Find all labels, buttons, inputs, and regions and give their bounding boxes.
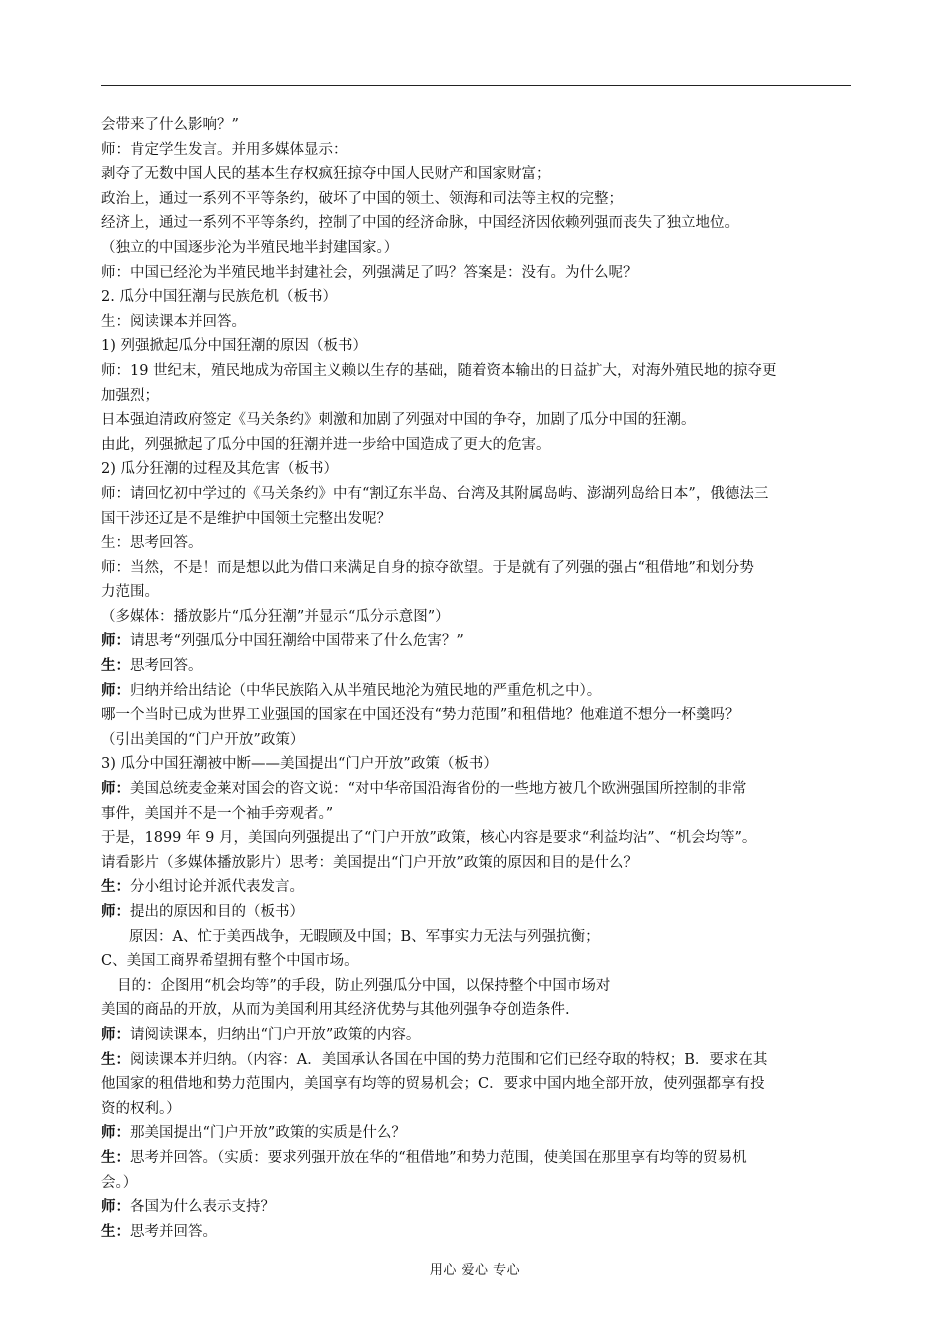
text-line (101, 851, 861, 876)
line-text: 思考并回答。（实质：要求列强开放在华的“租借地”和势力范围，使美国在那里享有均等的贸易机 (130, 1149, 747, 1166)
line-text: 2. 瓜分中国狂潮与民族危机（板书） (101, 289, 337, 306)
line-text: （多媒体：播放影片“瓜分狂潮”并显示“瓜分示意图”） (101, 608, 450, 625)
text-line (101, 507, 861, 532)
text-line (101, 359, 861, 384)
text-line (101, 1121, 861, 1146)
line-text: C、美国工商界希望拥有整个中国市场。 (101, 953, 359, 970)
text-line (101, 580, 861, 605)
text-line (101, 1072, 861, 1097)
text-line (101, 949, 861, 974)
text-line (101, 752, 861, 777)
line-text: 师：19 世纪末，殖民地成为帝国主义赖以生存的基础，随着资本输出的日益扩大，对海外殖民地的掠夺更 (101, 362, 777, 379)
line-text: （独立的中国逐步沦为半殖民地半封建国家。） (101, 239, 399, 256)
line-text: 师：当然，不是！而是想以此为借口来满足自身的掠夺欲望。于是就有了列强的强占“租借地”和划分势 (101, 559, 754, 576)
text-line (101, 703, 861, 728)
line-text: 力范围。 (101, 584, 159, 601)
text-line (101, 187, 861, 212)
line-text: 经济上，通过一系列不平等条约，控制了中国的经济命脉，中国经济因依赖列强而丧失了独立地位。 (101, 215, 739, 232)
line-text: 请阅读课本，归纳出“门户开放”政策的内容。 (130, 1026, 421, 1043)
line-text: 会。） (101, 1174, 138, 1191)
speaker-label: 师： (101, 903, 130, 920)
text-line (101, 802, 861, 827)
line-text: 分小组讨论并派代表发言。 (130, 879, 304, 896)
text-line (101, 1097, 861, 1122)
text-line (101, 236, 861, 261)
text-line (101, 728, 861, 753)
text-line (101, 1220, 861, 1245)
text-line (101, 408, 861, 433)
line-text: 由此，列强掀起了瓜分中国的狂潮并进一步给中国造成了更大的危害。 (101, 436, 551, 453)
line-text: 生：阅读课本并回答。 (101, 313, 246, 330)
text-line (101, 1171, 861, 1196)
speaker-label: 生： (101, 657, 130, 675)
speaker-label: 师： (101, 780, 130, 798)
line-text: 师：肯定学生发言。并用多媒体显示： (101, 141, 348, 158)
text-line (101, 310, 861, 335)
line-text: 日本强迫清政府签定《马关条约》刺激和加剧了列强对中国的争夺，加剧了瓜分中国的狂潮。 (101, 412, 696, 429)
line-text: 3) 瓜分中国狂潮被中断——美国提出“门户开放”政策（板书） (101, 756, 498, 773)
line-text: 政治上，通过一系列不平等条约，破坏了中国的领土、领海和司法等主权的完整； (101, 190, 623, 207)
text-line (101, 1195, 861, 1220)
line-text: 2) 瓜分狂潮的过程及其危害（板书） (101, 461, 338, 478)
line-text: 请看影片（多媒体播放影片）思考：美国提出“门户开放”政策的原因和目的是什么？ (101, 854, 638, 871)
line-text: 1) 列强掀起瓜分中国狂潮的原因（板书） (101, 338, 367, 355)
text-line (101, 1023, 861, 1048)
line-text: 师：请回忆初中学过的《马关条约》中有“割辽东半岛、台湾及其附属岛屿、澎湖列岛给日本”，俄德法三 (101, 485, 769, 502)
line-text: 会带来了什么影响？” (101, 117, 239, 133)
text-line (101, 679, 861, 704)
line-text: 请思考“列强瓜分中国狂潮给中国带来了什么危害？” (130, 633, 464, 650)
text-line (101, 654, 861, 679)
text-line (101, 777, 861, 802)
line-text: 哪一个当时已成为世界工业强国的国家在中国还没有“势力范围”和租借地？他难道不想分一杯羹吗？ (101, 707, 740, 724)
speaker-label: 生： (101, 1222, 130, 1240)
page-footer: 用心 爱心 专心 (429, 1263, 521, 1278)
line-text: 于是，1899 年 9 月，美国向列强提出了“门户开放”政策，核心内容是要求“利益均沾”、“机会均等”。 (101, 830, 757, 847)
line-text: 生：思考回答。 (101, 535, 203, 552)
line-text: 美国总统麦金莱对国会的咨文说：“对中华帝国沿海省份的一些地方被几个欧洲强国所控制的非常 (130, 781, 747, 798)
line-text: 事件，美国并不是一个袖手旁观者。” (101, 805, 334, 822)
text-line (101, 433, 861, 458)
text-line (101, 113, 861, 138)
text-line (101, 138, 861, 163)
document-body (101, 113, 861, 1244)
text-line (101, 531, 861, 556)
line-text: 那美国提出“门户开放”政策的实质是什么？ (130, 1125, 406, 1142)
line-text: 归纳并给出结论（中华民族陷入从半殖民地沦为殖民地的严重危机之中）。 (130, 682, 602, 699)
line-text: 思考回答。 (130, 658, 203, 675)
text-line (101, 261, 861, 286)
speaker-label: 师： (101, 1198, 130, 1216)
speaker-label: 师： (101, 681, 130, 699)
text-line (101, 605, 861, 630)
text-line (101, 826, 861, 851)
text-line (101, 1048, 861, 1073)
line-text: 师：中国已经沦为半殖民地半封建社会，列强满足了吗？答案是：没有。为什么呢？ (101, 264, 638, 281)
speaker-label: 师： (101, 1124, 130, 1142)
text-line (101, 974, 861, 999)
line-text: 剥夺了无数中国人民的基本生存权疯狂掠夺中国人民财产和国家财富； (101, 166, 551, 183)
line-text: 提出的原因和目的（板书） (130, 904, 304, 920)
line-text: （引出美国的“门户开放”政策） (101, 731, 305, 748)
text-line (101, 457, 861, 482)
header-rule (101, 85, 851, 86)
speaker-label: 生： (101, 878, 130, 896)
text-line (101, 900, 861, 925)
text-line (101, 1146, 861, 1171)
line-text: 思考并回答。 (130, 1223, 217, 1240)
line-text: 阅读课本并归纳。（内容：A．美国承认各国在中国的势力范围和它们已经夺取的特权；B．要求在其 (130, 1051, 768, 1068)
line-text: 各国为什么表示支持？ (130, 1199, 275, 1216)
text-line (101, 925, 861, 950)
speaker-label: 师： (101, 632, 130, 650)
text-line (101, 875, 861, 900)
line-text: 加强烈； (101, 387, 159, 404)
line-text: 目的：企图用“机会均等”的手段，防止列强瓜分中国，以保持整个中国市场对 (117, 977, 611, 994)
text-line (101, 211, 861, 236)
line-text: 国干涉还辽是不是维护中国领土完整出发呢？ (101, 510, 391, 527)
text-line (101, 162, 861, 187)
line-text: 美国的商品的开放，从而为美国利用其经济优势与其他列强争夺创造条件. (101, 1002, 570, 1019)
text-line (101, 629, 861, 654)
text-line (101, 285, 861, 310)
text-line (101, 334, 861, 359)
text-line (101, 556, 861, 581)
line-text: 资的权利。） (101, 1100, 181, 1117)
text-line (101, 384, 861, 409)
line-text: 原因：A、忙于美西战争，无暇顾及中国；B、军事实力无法与列强抗衡； (129, 928, 600, 945)
line-text: 他国家的租借地和势力范围内，美国享有均等的贸易机会；C．要求中国内地全部开放，使列强都享有投 (101, 1076, 765, 1093)
text-line (101, 998, 861, 1023)
speaker-label: 生： (101, 1148, 130, 1166)
speaker-label: 生： (101, 1050, 130, 1068)
text-line (101, 482, 861, 507)
speaker-label: 师： (101, 1025, 130, 1043)
